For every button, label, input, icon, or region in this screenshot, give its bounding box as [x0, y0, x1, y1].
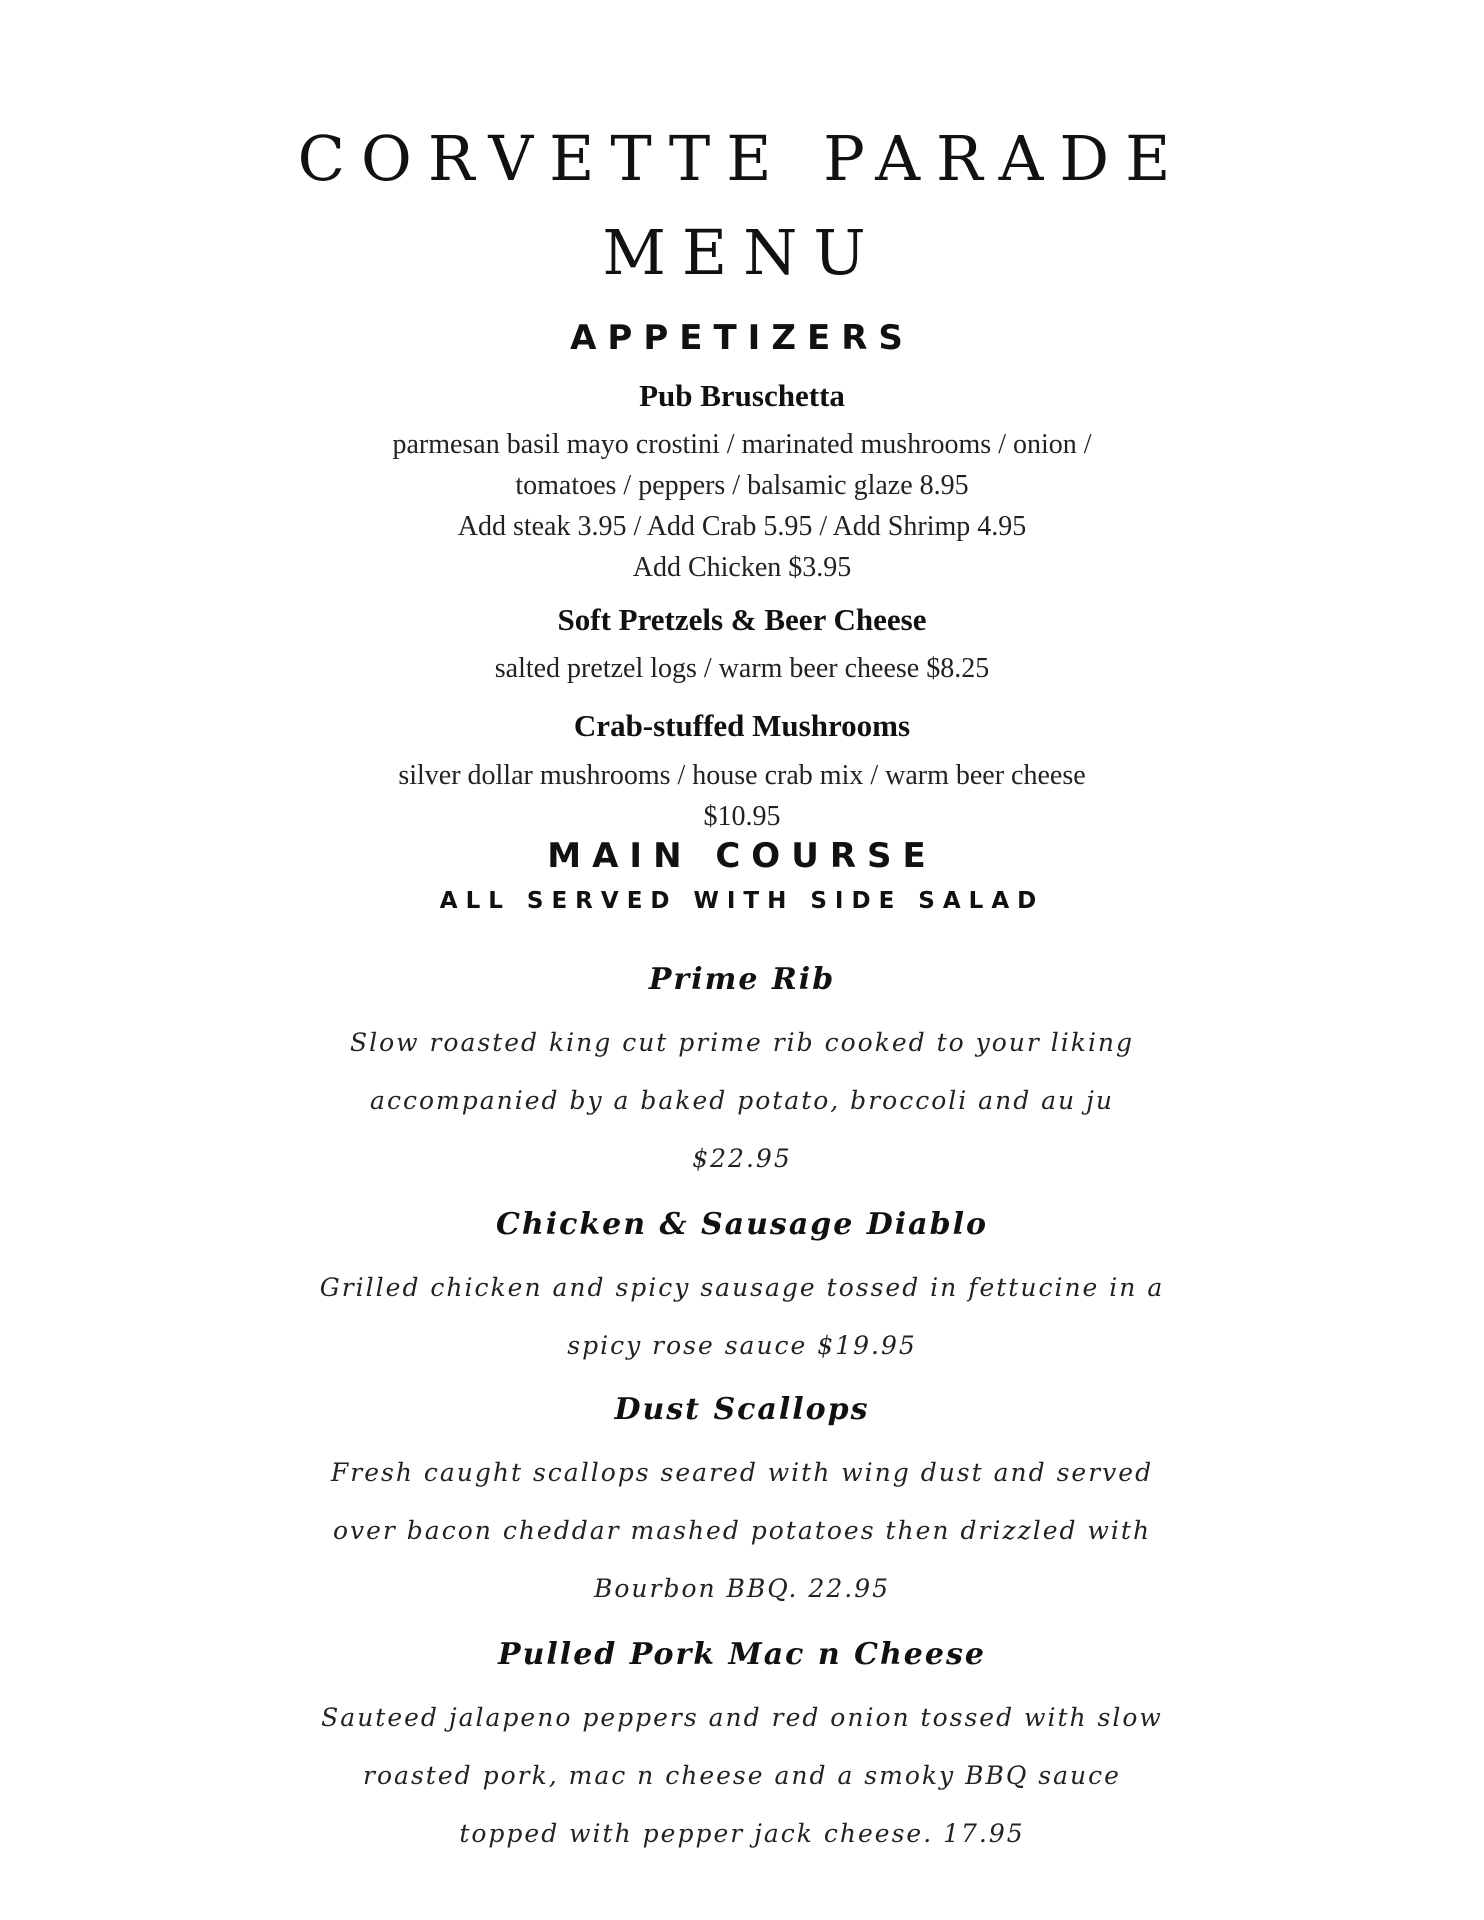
appetizer-description-line: salted pretzel logs / warm beer cheese $8.25 [494, 653, 990, 684]
main-course-description-line: over bacon cheddar mashed potatoes then drizzled with [332, 1516, 1152, 1545]
main-course-description-line: $22.95 [692, 1144, 792, 1173]
main-course-description-line: spicy rose sauce $19.95 [567, 1331, 917, 1360]
main-course-name: Chicken & Sausage Diablo [496, 1207, 988, 1242]
main-course-description-line: Fresh caught scallops seared with wing dust and served [330, 1458, 1154, 1487]
appetizer-description-line: $10.95 [703, 801, 781, 832]
appetizer-description [0, 424, 1484, 588]
main-course-heading: MAIN COURSE [547, 836, 937, 876]
main-course-name: Prime Rib [648, 962, 836, 997]
main-course-description-line: Grilled chicken and spicy sausage tossed in fettucine in a [319, 1273, 1165, 1302]
menu-title-line-1: CORVETTE PARADE [297, 122, 1187, 195]
main-course-description-line: Slow roasted king cut prime rib cooked to your liking [349, 1028, 1135, 1057]
appetizer-description [0, 648, 1484, 689]
main-course-description [0, 1444, 1484, 1618]
appetizer-description-line: Add Chicken $3.95 [632, 552, 852, 583]
main-course-description-line: roasted pork, mac n cheese and a smoky BBQ sauce [363, 1761, 1121, 1790]
appetizer-description-line: tomatoes / peppers / balsamic glaze 8.95 [515, 470, 969, 501]
appetizer-description-line: Add steak 3.95 / Add Crab 5.95 / Add Shrimp 4.95 [457, 511, 1027, 542]
appetizer-description [0, 755, 1484, 837]
main-course-description [0, 1014, 1484, 1188]
main-course-name: Dust Scallops [614, 1392, 870, 1427]
main-course-description-line: Bourbon BBQ. 22.95 [593, 1574, 891, 1603]
main-course-description [0, 1259, 1484, 1375]
appetizers-heading: APPETIZERS [570, 318, 914, 358]
appetizer-description-line: parmesan basil mayo crostini / marinated mushrooms / onion / [392, 429, 1092, 460]
main-course-description-line: Sauteed jalapeno peppers and red onion tossed with slow [321, 1703, 1163, 1732]
main-course-description-line: topped with pepper jack cheese. 17.95 [459, 1819, 1025, 1848]
main-course-description [0, 1689, 1484, 1863]
main-course-name: Pulled Pork Mac n Cheese [498, 1637, 986, 1672]
appetizer-name: Crab-stuffed Mushrooms [573, 708, 911, 743]
menu-title [0, 112, 1484, 300]
appetizer-name: Pub Bruschetta [639, 378, 845, 413]
main-course-subheading: ALL SERVED WITH SIDE SALAD [439, 888, 1045, 914]
appetizer-name: Soft Pretzels & Beer Cheese [557, 602, 927, 637]
appetizer-description-line: silver dollar mushrooms / house crab mix / warm beer cheese [398, 760, 1086, 791]
menu-title-line-2: MENU [602, 216, 882, 289]
main-course-description-line: accompanied by a baked potato, broccoli and au ju [370, 1086, 1114, 1115]
